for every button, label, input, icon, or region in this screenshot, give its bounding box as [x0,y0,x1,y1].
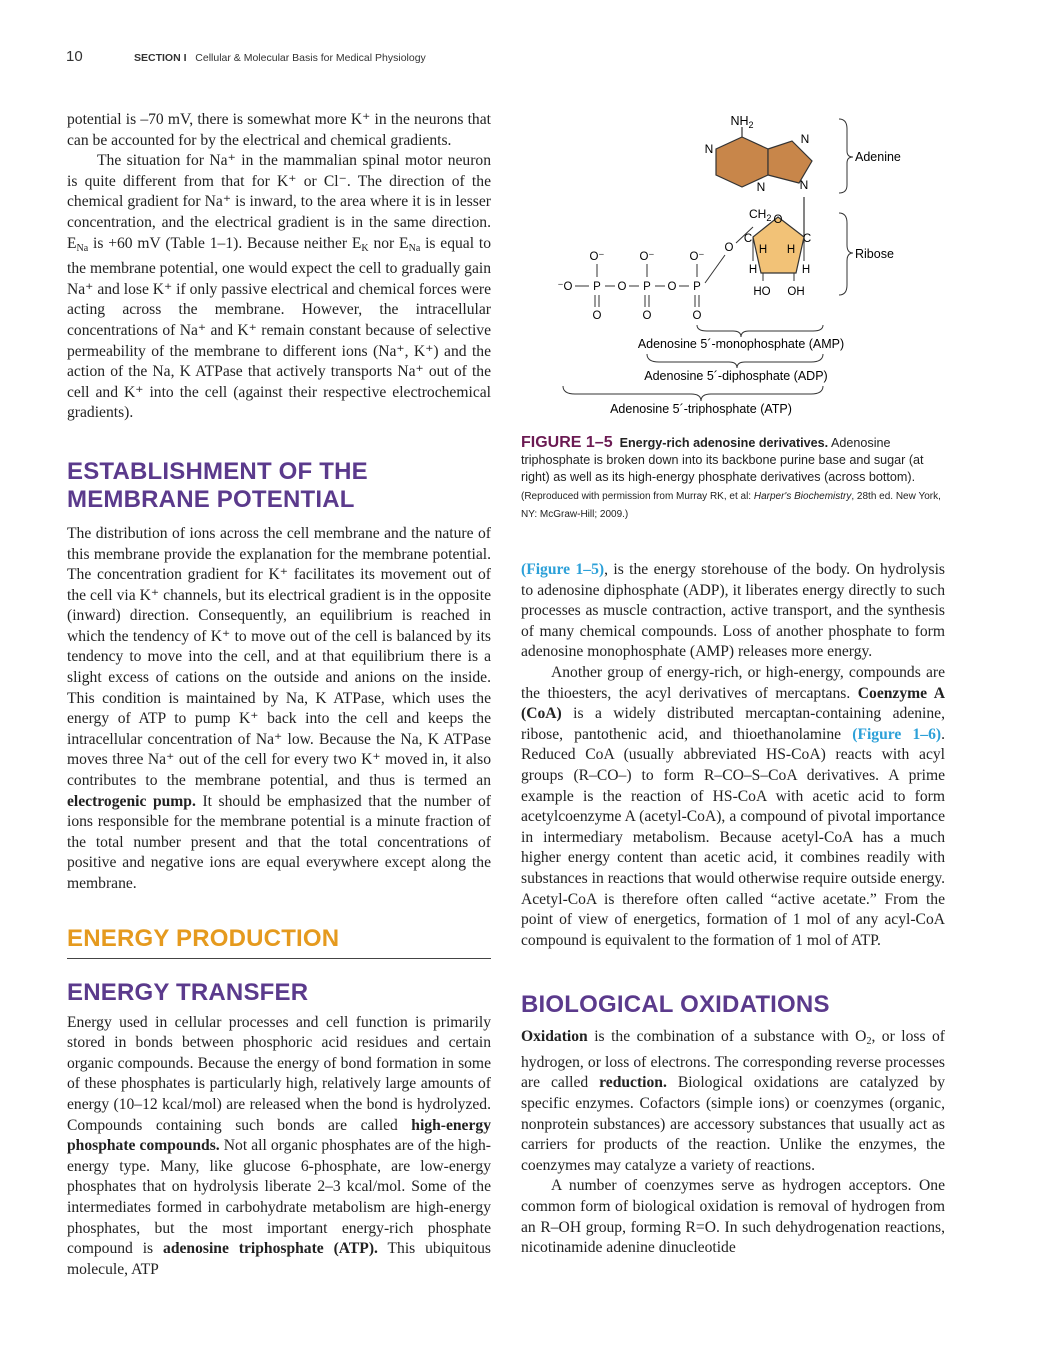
figure-credit: (Reproduced with permission from Murray RK, et al: Harper's Biochemistry, 28th ed. New York, NY: McGraw-Hill; 2009.) [521,491,941,520]
right-column [521,560,945,1259]
section-title [134,52,426,64]
adenine-brace [839,119,853,193]
label-o-minus: O⁻ [689,251,705,263]
text-run: . Reduced CoA (usually abbreviated HS-CoA) reacts with acyl groups (R–CO–) to form R–CO–S–CoA derivatives. A prime example is the reaction of HS-CoA with acetic acid to form acetylcoenzyme A (acetyl-CoA), a compound of pivotal importance in intermediary metabolism. Because acetyl-CoA has a much higher energy content than acetic acid, it combines readily with substances in reactions that would otherwise require outside energy. Acetyl-CoA is therefore often called “active acetate.” From the point of view of energetics, formation of 1 mol of any acyl-CoA compound is equivalent to the formation of 1 mol of ATP. [521,725,945,949]
label-c: C [802,233,812,245]
figure-text: Adenosine triphosphate is broken down into its backbone purine base and sugar (at right) as well as its high-energy phosphate derivatives (across bottom). [521,436,924,484]
label-ch2: $CH_2$ [749,207,772,223]
page-number: 10 [66,48,83,65]
text-run: is +60 mV (Table 1–1). Because neither E [88,234,362,252]
label-amp: Adenosine 5´-monophosphate (AMP) [637,337,845,351]
label-o: O [692,310,702,322]
ribose-brace [839,213,853,295]
text-run: Energy used in cellular processes and cell function is primarily stored in bonds between phosphoric acid residues and certain organic compounds. Because the energy of bond formation in some of these phosphates is particularly high, relatively large amounts of energy (10–12 kcal/mol) are released when the bond is hydrolyzed. Compounds containing such bonds are called [67,1013,491,1134]
label-h: H [748,264,758,276]
label-ribose: Ribose [855,247,894,261]
label-nh2: $NH_2$ [730,114,754,130]
text-run: This ubiquitous molecule, ATP [67,1240,491,1278]
text-run: nor E [368,234,409,252]
label-o-minus: O⁻ [639,251,655,263]
figure-reference-link[interactable]: (Figure 1–6) [852,725,942,743]
heading-energy-production: ENERGY PRODUCTION [67,924,340,952]
running-header [66,48,966,70]
text-run: is equal to the membrane potential, one would expect the cell to gradually gain Na⁺ and lose K⁺ if only passive electrical and chemical forces were acting across the membrane. However, the intracellular concentrations of Na⁺ and K⁺ remain constant because of selective permeability of the membrane to different ions (Na⁺, K⁺) and the action of the Na, K ATPase that actively transports Na⁺ out of the cell and K⁺ into the cell (against their respective electrochemical gradients). [67,234,491,422]
text-run: The distribution of ions across the cell membrane and the nature of this membrane provide the explanation for the membrane potential. The concentration gradient for K⁺ facilitates its movement out of the cell via K⁺ channels, but its electrical gradient is in the opposite (inward) direction. Consequently, an equilibrium is reached in which the tendency of K⁺ to move out of the cell is balanced by its tendency to move into the cell, and at that equilibrium there is a slight excess of cations on the outside and anions on the inside. This condition is maintained by Na, K ATPase, which uses the energy of ATP to pump K⁺ back into the cell and keeps the intracellular concentration of Na⁺ low. Because the Na, K ATPase moves three Na⁺ out of the cell for every two K⁺ moved in, it also contributes to the membrane potential, and thus is termed an [67,524,491,790]
figure-title: Energy-rich adenosine derivatives. [619,436,829,450]
adp-brace [647,354,823,368]
label-minus-o: ⁻O [557,281,573,293]
text-run: It should be emphasized that the number of ions responsible for the membrane potential is a minute fraction of the total number present and that the total concentrations of positive and negative ions are equal everywhere except along the membrane. [67,792,491,892]
bold-term: reduction. [599,1074,667,1092]
heading-energy-transfer: ENERGY TRANSFER [67,978,309,1006]
label-h: H [801,264,811,276]
text-run: , or loss of hydrogen, or loss of electrons. The corresponding reverse processes are called [521,1028,945,1092]
paragraph-membrane-potential [67,524,491,895]
label-n: N [800,132,810,146]
subscript-na: Na [408,242,421,254]
figure-caption [521,434,951,523]
bold-term: Oxidation [521,1028,588,1046]
text-run: Biological oxidations are catalyzed by specific enzymes. Cofactors (simple ions) or coenzymes (organic, nonprotein substances) are accessory substances that usually act as carriers for products of the reaction. Unlike the enzymes, the coenzymes may catalyze a variety of reactions. [521,1074,945,1174]
label-n: N [799,178,809,192]
text-run: is a widely distributed mercaptan-containing adenine, ribose, pantothenic acid, and thioethanolamine [521,705,945,743]
label-adenine: Adenine [855,150,901,164]
heading-line: MEMBRANE POTENTIAL [67,485,355,513]
left-column [67,110,491,1280]
label-o: O [592,310,602,322]
label-ring-o: O [773,214,783,226]
text-run: Another group of energy-rich, or high-energy, compounds are the thioesters, the acyl derivatives of mercaptans. [521,663,945,702]
label-adp: Adenosine 5´-diphosphate (ADP) [644,369,828,383]
paragraph-sodium [67,151,491,424]
label-oh: OH [787,286,805,298]
amp-brace [697,325,823,337]
label-p: P [693,281,701,293]
label-n: N [704,142,714,156]
text-run: is the combination of a substance with O [587,1028,867,1046]
paragraph-atp [521,560,945,663]
section-label: SECTION I [134,52,187,64]
label-o: O [642,310,652,322]
subscript-na: Na [76,242,89,254]
label-p: P [643,281,651,293]
bold-term: electrogenic pump. [67,792,196,810]
paragraph-oxidation [521,1027,945,1176]
label-c: C [743,233,753,245]
heading-biological-oxidations: BIOLOGICAL OXIDATIONS [521,991,830,1019]
paragraph-continuation: potential is –70 mV, there is somewhat more K⁺ in the neurons that can be accounted for by the electrical and chemical gradients. [67,111,491,149]
text-run: , is the energy storehouse of the body. On hydrolysis to adenosine diphosphate (ADP), it liberates energy directly to such processes as muscle contraction, active transport, and the synthesis of many chemical compounds. Loss of another phosphate to form adenosine monophosphate (AMP) releases more energy. [521,561,945,661]
text-run: The situation for Na⁺ in the mammalian spinal motor neuron is quite different from that for K⁺ or Cl⁻. The direction of the chemical gradient for Na⁺ is inward, to the area where it is in lesser concentration, and the electrical gradient is in the same direction. E [67,152,491,252]
paragraph-coenzymes: A number of coenzymes serve as hydrogen acceptors. One common form of biological oxidation is removal of hydrogen from an R–OH group, forming R=O. In such dehydrogenation reactions, nicotinamide adenine dinucleotide [521,1177,945,1257]
label-n: N [756,180,766,194]
heading-line: ESTABLISHMENT OF THE [67,457,368,485]
bond [705,255,725,283]
label-o: O [667,281,677,293]
text-run: Not all organic phosphates are of the high-energy type. Many, like glucose 6-phosphate, are low-energy phosphates that on hydrolysis liberate 2–3 kcal/mol. Some of the intermediates formed in carbohydrate metabolism are high-energy phosphates, but the most important energy-rich phosphate compound is [67,1137,491,1258]
bold-term: Coenzyme A (CoA) [521,684,945,723]
label-bridge-o: O [724,242,734,254]
atp-brace [563,386,823,401]
figure-label: FIGURE 1–5 [521,434,613,451]
paragraph-coenzyme-a [521,663,945,951]
figure-reference-link[interactable]: (Figure 1–5) [521,561,605,578]
adenine-five-ring [768,141,812,183]
heading-establishment [67,458,491,514]
label-ho: HO [753,286,771,298]
bold-term: adenosine triphosphate (ATP). [163,1240,378,1258]
label-h: H [758,244,768,256]
paragraph-energy-transfer [67,1013,491,1281]
label-o: O [617,281,627,293]
atp-diagram [521,105,951,425]
subscript-k: K [361,242,369,254]
label-atp: Adenosine 5´-triphosphate (ATP) [610,402,792,416]
label-o-minus: O⁻ [589,251,605,263]
bold-term: high-energy phosphate compounds. [67,1116,491,1155]
book-title: Cellular & Molecular Basis for Medical Physiology [195,52,426,64]
label-p: P [593,281,601,293]
subscript-2: 2 [866,1036,872,1048]
label-h: H [786,244,796,256]
